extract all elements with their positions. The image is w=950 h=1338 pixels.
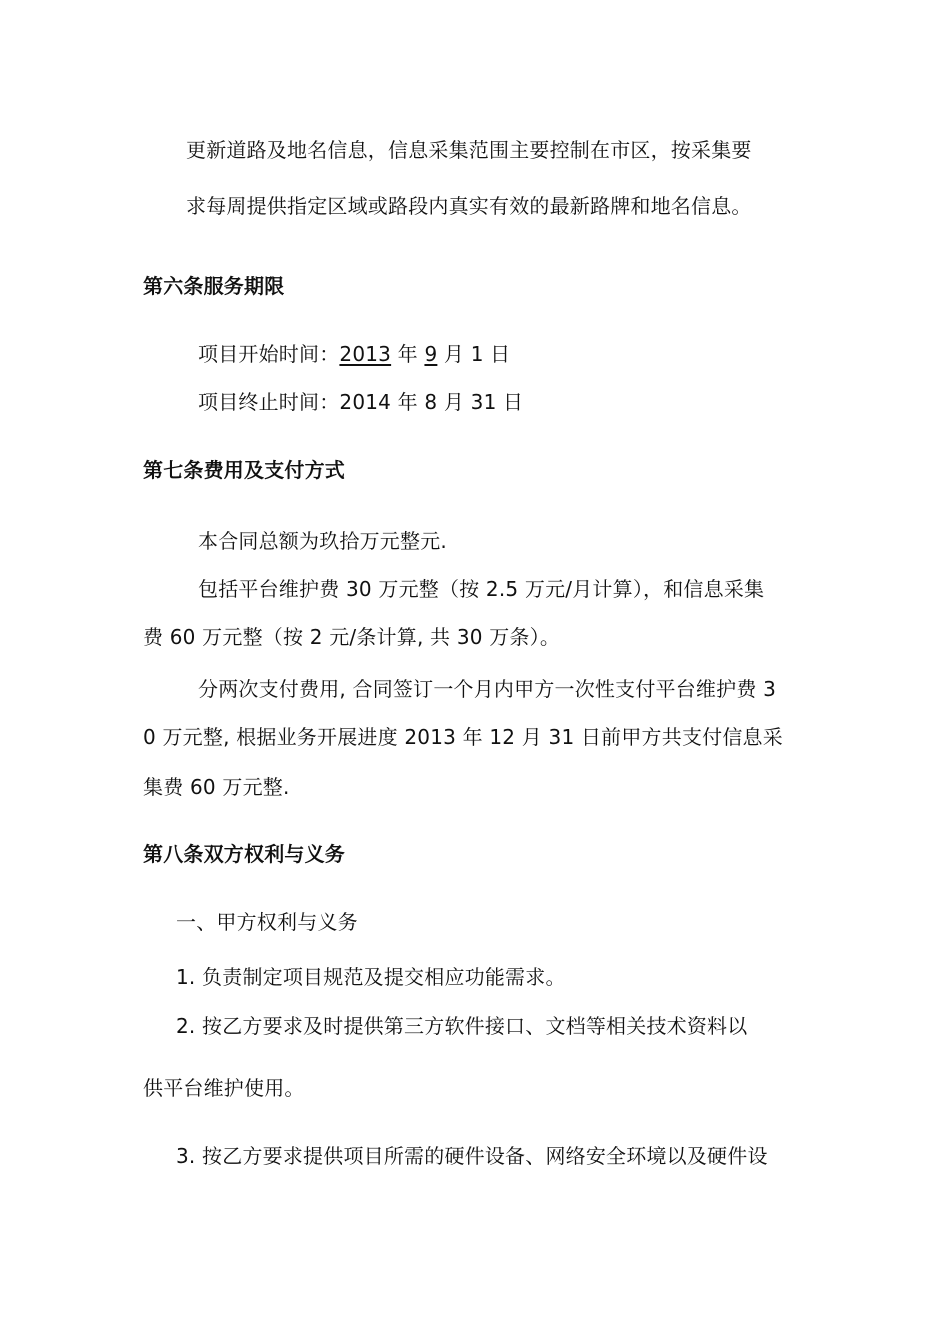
intro-line-2: 求每周提供指定区域或路段内真实有效的最新路牌和地名信息。 [186,194,752,218]
start-year: 2013 [339,342,392,366]
contract-total: 本合同总额为玖拾万元整元. [198,529,447,553]
start-label: 项目开始时间： [198,342,340,366]
project-start-time [198,340,510,368]
list-item-2-line-1: 2. 按乙方要求及时提供第三方软件接口、文档等相关技术资料以 [176,1014,748,1038]
payment-line-2: 0 万元整, 根据业务开展进度 2013 年 12 月 31 日前甲方共支付信息采 [143,725,783,749]
list-item-2-line-2: 供平台维护使用。 [143,1076,305,1100]
article-7-heading: 第七条费用及支付方式 [143,458,345,482]
start-month: 9 [424,342,438,366]
party-a-subheading: 一、甲方权利与义务 [176,910,358,934]
start-rest: 月 1 日 [437,342,511,366]
payment-line-1: 分两次支付费用, 合同签订一个月内甲方一次性支付平台维护费 3 [198,677,776,701]
start-year-suffix: 年 [391,342,425,366]
list-item-3-line-1: 3. 按乙方要求提供项目所需的硬件设备、网络安全环境以及硬件设 [176,1144,768,1168]
fee-breakdown-line-1: 包括平台维护费 30 万元整（按 2.5 万元/月计算），和信息采集 [198,577,765,601]
article-6-heading: 第六条服务期限 [143,274,285,298]
article-8-heading: 第八条双方权利与义务 [143,842,345,866]
fee-breakdown-line-2: 费 60 万元整（按 2 元/条计算, 共 30 万条）。 [143,625,561,649]
list-item-1: 1. 负责制定项目规范及提交相应功能需求。 [176,965,566,989]
project-end-time: 项目终止时间：2014 年 8 月 31 日 [198,390,524,414]
payment-line-3: 集费 60 万元整. [143,775,290,799]
intro-line-1: 更新道路及地名信息，信息采集范围主要控制在市区，按采集要 [186,138,752,162]
